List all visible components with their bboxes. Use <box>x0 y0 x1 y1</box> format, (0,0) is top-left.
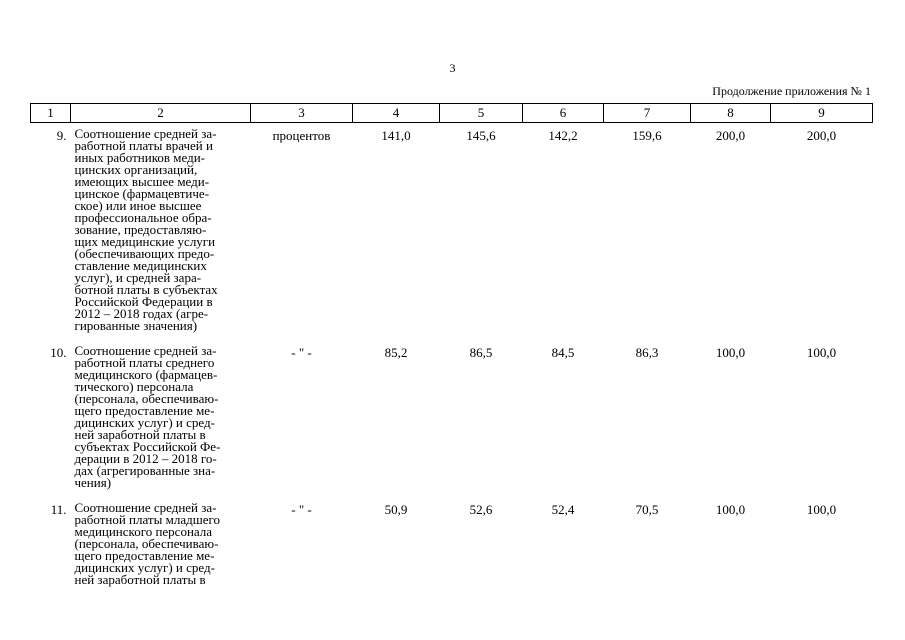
indicator-line: (обеспечивающих предо- <box>74 246 215 261</box>
column-number-header <box>31 104 873 123</box>
indicator-line: щего предоставление ме- <box>74 403 215 418</box>
value-cell-col-9: 200,0 <box>806 128 837 143</box>
value-cell-col-8: 100,0 <box>715 502 746 517</box>
indicator-name <box>71 123 251 341</box>
value-cell-col-7: 159,6 <box>632 128 662 143</box>
indicator-line: 2012 – 2018 годах (агре- <box>74 306 209 321</box>
indicator-line: работной платы младшего <box>74 512 220 527</box>
column-header-1: 1 <box>31 104 71 123</box>
table-row <box>31 340 873 497</box>
indicator-line: медицинского (фармацев- <box>74 367 218 382</box>
indicator-line: ней заработной платы в <box>74 427 206 442</box>
indicator-line: чения) <box>74 475 112 490</box>
indicator-line: ботной платы в субъектах <box>74 282 218 297</box>
value-cell-col-8: 100,0 <box>715 345 746 360</box>
value-cell-col-7: 86,3 <box>635 345 659 360</box>
unit-cell: процентов <box>272 128 331 143</box>
value-cell-col-5: 86,5 <box>469 345 493 360</box>
value-cell-col-6: 52,4 <box>551 502 575 517</box>
value-cell-col-8: 200,0 <box>715 128 746 143</box>
column-header-5: 5 <box>440 104 523 123</box>
value-cell-col-5: 52,6 <box>469 502 493 517</box>
value-cell-col-9: 100,0 <box>806 345 837 360</box>
indicator-line: иных работников меди- <box>74 150 205 165</box>
column-header-2: 2 <box>71 104 251 123</box>
page-number: 3 <box>449 61 456 75</box>
indicator-line: Российской Федерации в <box>74 294 213 309</box>
indicator-line: медицинского персонала <box>74 524 213 539</box>
indicator-line: тического) персонала <box>74 379 194 394</box>
indicator-line: работной платы врачей и <box>74 138 213 153</box>
value-cell-col-9: 100,0 <box>806 502 837 517</box>
appendix-table <box>30 103 873 594</box>
table-row <box>31 123 873 341</box>
indicator-name <box>71 497 251 594</box>
value-cell-col-4: 141,0 <box>381 128 411 143</box>
indicator-line: (персонала, обеспечиваю- <box>74 536 219 551</box>
unit-cell: - " - <box>291 502 312 517</box>
indicator-line: ставление медицинских <box>74 258 207 273</box>
value-cell-col-7: 70,5 <box>635 502 659 517</box>
column-header-4: 4 <box>353 104 440 123</box>
indicator-line: ское) или иное высшее <box>74 198 202 213</box>
indicator-line: Соотношение средней за- <box>74 126 217 141</box>
value-cell-col-4: 50,9 <box>384 502 408 517</box>
indicator-line: зование, предоставляю- <box>74 222 207 237</box>
table-body <box>31 123 873 595</box>
column-header-6: 6 <box>523 104 604 123</box>
indicator-line: (персонала, обеспечиваю- <box>74 391 219 406</box>
row-number: 9. <box>56 128 67 143</box>
indicator-line: работной платы среднего <box>74 355 215 370</box>
indicator-line: дицинских услуг) и сред- <box>74 560 215 575</box>
column-header-3: 3 <box>251 104 353 123</box>
value-cell-col-6: 142,2 <box>548 128 578 143</box>
indicator-line: Соотношение средней за- <box>74 343 217 358</box>
value-cell-col-6: 84,5 <box>551 345 575 360</box>
indicator-line: цинских организаций, <box>74 162 198 177</box>
indicator-line: щего предоставление ме- <box>74 548 215 563</box>
row-number: 10. <box>50 345 67 360</box>
indicator-line: профессиональное обра- <box>74 210 212 225</box>
value-cell-col-5: 145,6 <box>466 128 496 143</box>
value-cell-col-4: 85,2 <box>384 345 408 360</box>
indicator-line: цинское (фармацевтиче- <box>74 186 210 201</box>
indicator-line: услуг), и средней зара- <box>74 270 202 285</box>
column-header-7: 7 <box>604 104 691 123</box>
indicator-line: имеющих высшее меди- <box>74 174 210 189</box>
indicator-line: щих медицинские услуги <box>74 234 216 249</box>
column-header-9: 9 <box>771 104 873 123</box>
indicator-name <box>71 340 251 497</box>
table-row <box>31 497 873 594</box>
indicator-line: дерации в 2012 – 2018 го- <box>74 451 217 466</box>
indicator-line: субъектах Российской Фе- <box>74 439 221 454</box>
indicator-line: Соотношение средней за- <box>74 500 217 515</box>
indicator-line: ней заработной платы в <box>74 572 206 587</box>
indicator-line: дицинских услуг) и сред- <box>74 415 215 430</box>
column-header-8: 8 <box>691 104 771 123</box>
indicator-line: гированные значения) <box>74 318 198 333</box>
continuation-label: Продолжение приложения № 1 <box>712 84 871 98</box>
indicator-line: дах (агрегированные зна- <box>74 463 216 478</box>
unit-cell: - " - <box>291 345 312 360</box>
row-number: 11. <box>50 502 67 517</box>
